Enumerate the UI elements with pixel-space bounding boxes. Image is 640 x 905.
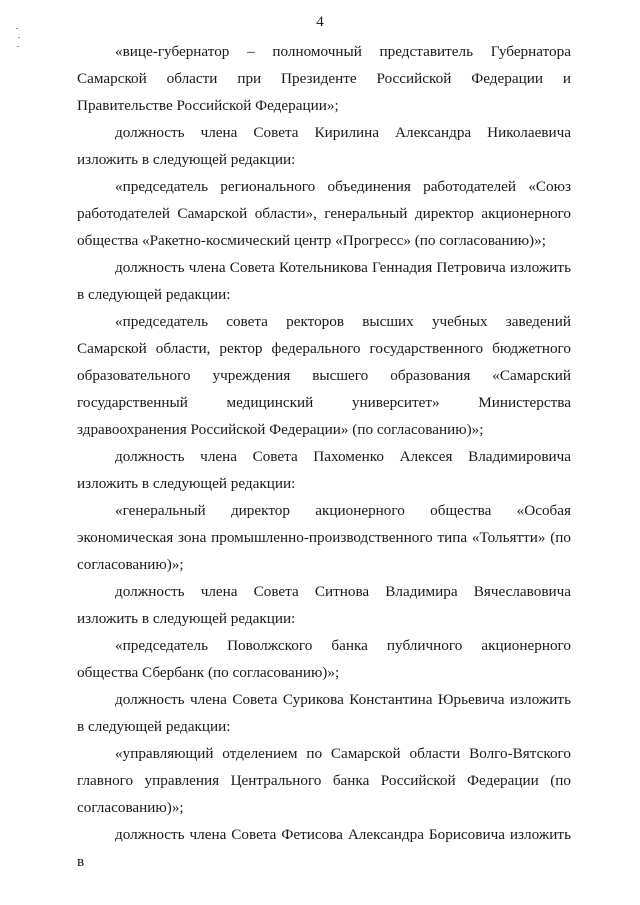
paragraph-kotelnikov-position: «председатель совета ректоров высших учебных заведений Самарской области, ректор федерального государственного бюджетного образовательного учреждения высшего образования «Самарский государственный медицинский университет» Министерства здравоохранения Российской Федерации» (по согласованию)»; [77,313,571,438]
paragraph-kotelnikov-heading: должность члена Совета Котельникова Геннадия Петровича изложить в следующей редакции: [77,259,571,303]
page-number: 4 [316,14,324,30]
paragraph-fetisov-heading: должность члена Совета Фетисова Александра Борисовича изложить в [77,826,571,870]
paragraph-pakhomenko-position: «генеральный директор акционерного общества «Особая экономическая зона промышленно-производственного типа «Тольятти» (по согласованию)»; [77,502,571,573]
paragraph-pakhomenko-heading: должность члена Совета Пахоменко Алексея Владимировича изложить в следующей редакции: [77,448,571,492]
paragraph-surikov-position: «управляющий отделением по Самарской области Волго-Вятского главного управления Центрального банка Российской Федерации (по согласованию)»; [77,745,571,816]
paragraph-surikov-heading: должность члена Совета Сурикова Константина Юрьевича изложить в следующей редакции: [77,691,571,735]
paragraph-kirilin-heading: должность члена Совета Кирилина Александра Николаевича изложить в следующей редакции: [77,124,571,168]
paragraph-vice-governor: «вице-губернатор – полномочный представитель Губернатора Самарской области при Президенте Российской Федерации и Правительстве Российской Федерации»; [77,43,571,114]
margin-marks [16,28,22,52]
paragraph-sitnov-position: «председатель Поволжского банка публичного акционерного общества Сбербанк (по согласованию)»; [77,637,571,681]
paragraph-kirilin-position: «председатель регионального объединения работодателей «Союз работодателей Самарской области», генеральный директор акционерного общества «Ракетно-космический центр «Прогресс» (по согласованию)»; [77,178,571,249]
paragraph-sitnov-heading: должность члена Совета Ситнова Владимира Вячеславовича изложить в следующей редакции: [77,583,571,627]
document-body [77,38,571,875]
